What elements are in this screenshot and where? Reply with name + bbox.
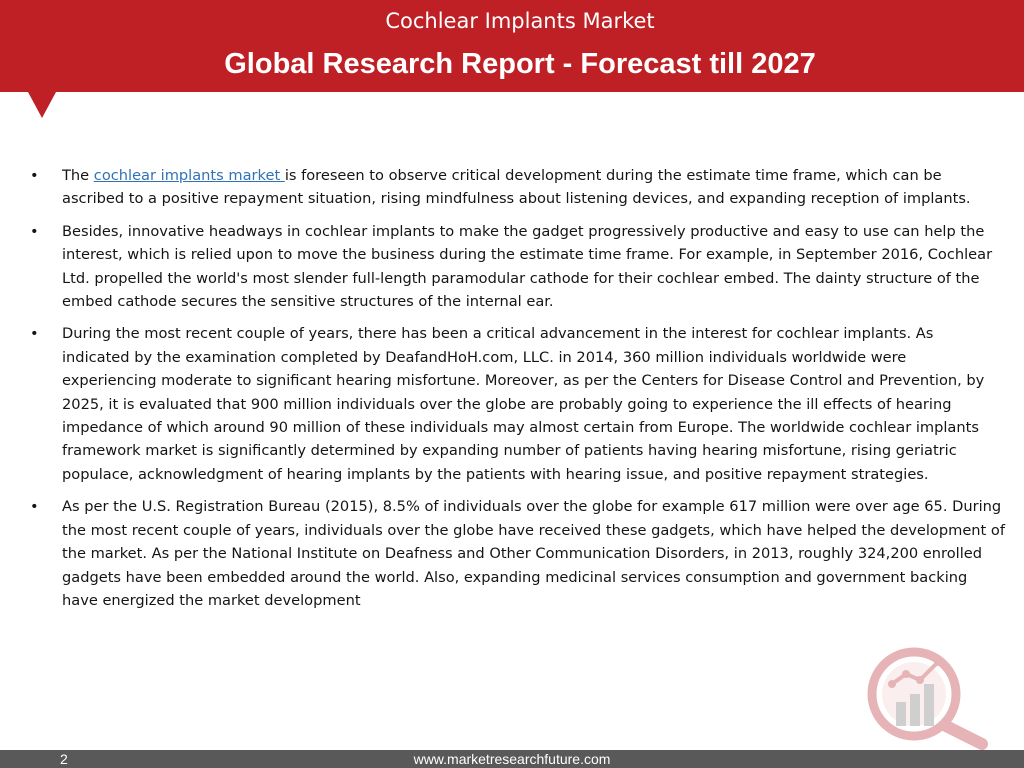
bullet-symbol: • bbox=[30, 222, 39, 240]
bullet-symbol: • bbox=[30, 498, 39, 516]
bullet-item bbox=[30, 220, 1005, 314]
bullet-item bbox=[30, 495, 1005, 612]
bullet-text: is foreseen to observe critical development during the estimate time frame, which can be ascribed to a positive repayment situation, rising mindfulness about listening devices, and expanding reception of implants. bbox=[62, 167, 971, 208]
header-subtitle: Cochlear Implants Market bbox=[385, 9, 655, 33]
bullet-text: Besides, innovative headways in cochlear implants to make the gadget progressively productive and easy to use can help the interest, which is relied upon to move the business during the estimate time frame. For example, in September 2016, Cochlear Ltd. propelled the world's most slender full-length paramodular cathode for their cochlear embed. The dainty structure of the embed cathode secures the sensitive structures of the internal ear. bbox=[62, 222, 993, 311]
header-notch bbox=[28, 92, 56, 118]
bullet-prefix: The bbox=[62, 167, 94, 184]
magnifier-chart-icon bbox=[866, 640, 994, 750]
header-banner bbox=[0, 0, 1024, 92]
page-title: Global Research Report - Forecast till 2027 bbox=[224, 48, 816, 80]
bullet-text: As per the U.S. Registration Bureau (2015), 8.5% of individuals over the globe for example 617 million were over age 65. During the most recent couple of years, individuals over the globe have received these gadgets, which have helped the development of the market. As per the National Institute on Deafness and Other Communication Disorders, in 2013, roughly 324,200 enrolled gadgets have been embedded around the world. Also, expanding medicinal services consumption and government backing have energized the market development bbox=[62, 498, 1005, 609]
bullet-item bbox=[30, 164, 1005, 211]
bullet-list bbox=[30, 164, 1005, 621]
bullet-item bbox=[30, 322, 1005, 486]
footer-bar bbox=[0, 750, 1024, 768]
footer-url[interactable]: www.marketresearchfuture.com bbox=[413, 751, 611, 767]
cochlear-implants-market-link[interactable]: cochlear implants market bbox=[93, 167, 285, 184]
bullet-text: During the most recent couple of years, there has been a critical advancement in the interest for cochlear implants. As indicated by the examination completed by DeafandHoH.com, LLC. in 2014, 360 million individuals worldwide were experiencing moderate to significant hearing misfortune. Moreover, as per the Centers for Disease Control and Prevention, by 2025, it is evaluated that 900 million individuals over the globe are probably going to experience the ill effects of hearing impedance of which around 90 million of these individuals may almost certain from Europe. The worldwide cochlear implants framework market is significantly determined by expanding number of patients having hearing misfortune, rising geriatric populace, acknowledgment of hearing implants by the patients with hearing issue, and positive repayment strategies. bbox=[62, 325, 985, 483]
page-number: 2 bbox=[60, 751, 68, 767]
bullet-symbol: • bbox=[30, 167, 39, 184]
bullet-symbol: • bbox=[30, 325, 39, 343]
